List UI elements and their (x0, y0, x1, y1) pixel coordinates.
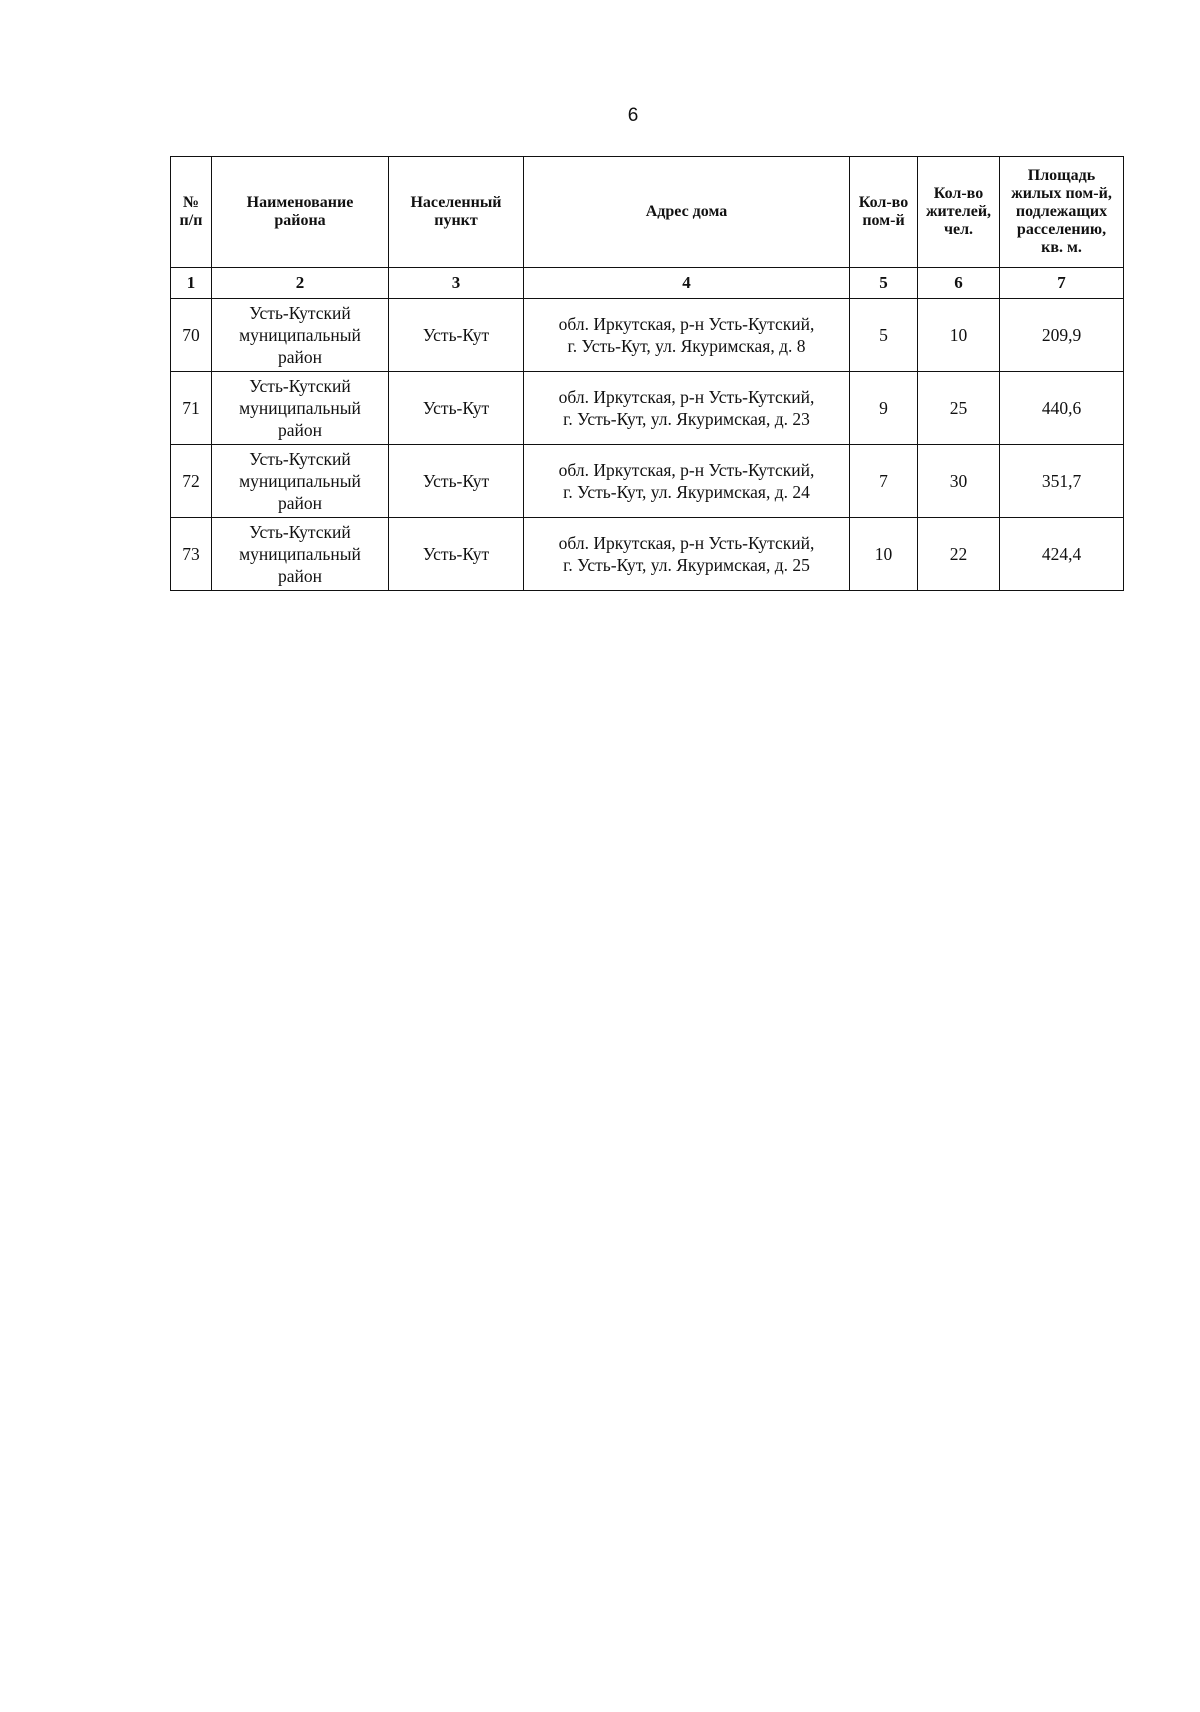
area-cell: 424,4 (1000, 518, 1124, 591)
column-number: 7 (1000, 268, 1124, 299)
column-number: 4 (524, 268, 850, 299)
column-number: 1 (171, 268, 212, 299)
district-cell: Усть-Кутский муниципальный район (212, 445, 389, 518)
address-cell: обл. Иркутская, р-н Усть-Кутский, г. Усть-Кут, ул. Якуримская, д. 24 (524, 445, 850, 518)
header-locality: Населенный пункт (389, 157, 524, 268)
locality-cell: Усть-Кут (389, 299, 524, 372)
row-number: 72 (171, 445, 212, 518)
residents-cell: 10 (918, 299, 1000, 372)
address-cell: обл. Иркутская, р-н Усть-Кутский, г. Усть-Кут, ул. Якуримская, д. 8 (524, 299, 850, 372)
row-number: 73 (171, 518, 212, 591)
address-cell: обл. Иркутская, р-н Усть-Кутский, г. Усть-Кут, ул. Якуримская, д. 23 (524, 372, 850, 445)
table-row (171, 518, 1124, 591)
rooms-cell: 10 (850, 518, 918, 591)
column-number: 5 (850, 268, 918, 299)
area-cell: 440,6 (1000, 372, 1124, 445)
row-number: 70 (171, 299, 212, 372)
resettlement-table (170, 156, 1124, 591)
district-cell: Усть-Кутский муниципальный район (212, 518, 389, 591)
locality-cell: Усть-Кут (389, 445, 524, 518)
address-cell: обл. Иркутская, р-н Усть-Кутский, г. Усть-Кут, ул. Якуримская, д. 25 (524, 518, 850, 591)
page-number: 6 (627, 105, 639, 126)
locality-cell: Усть-Кут (389, 372, 524, 445)
rooms-cell: 5 (850, 299, 918, 372)
residents-cell: 30 (918, 445, 1000, 518)
header-district: Наименование района (212, 157, 389, 268)
district-cell: Усть-Кутский муниципальный район (212, 299, 389, 372)
header-row (171, 157, 1124, 268)
district-cell: Усть-Кутский муниципальный район (212, 372, 389, 445)
table-row (171, 445, 1124, 518)
header-residents: Кол-во жителей, чел. (918, 157, 1000, 268)
rooms-cell: 9 (850, 372, 918, 445)
column-number: 3 (389, 268, 524, 299)
header-address: Адрес дома (524, 157, 850, 268)
header-number: № п/п (171, 157, 212, 268)
rooms-cell: 7 (850, 445, 918, 518)
row-number: 71 (171, 372, 212, 445)
header-area: Площадь жилых пом-й, подлежащих расселению, кв. м. (1000, 157, 1124, 268)
column-number: 6 (918, 268, 1000, 299)
header-rooms: Кол-во пом-й (850, 157, 918, 268)
column-number-row (171, 268, 1124, 299)
table-row (171, 299, 1124, 372)
residents-cell: 25 (918, 372, 1000, 445)
locality-cell: Усть-Кут (389, 518, 524, 591)
residents-cell: 22 (918, 518, 1000, 591)
table-row (171, 372, 1124, 445)
area-cell: 351,7 (1000, 445, 1124, 518)
column-number: 2 (212, 268, 389, 299)
area-cell: 209,9 (1000, 299, 1124, 372)
